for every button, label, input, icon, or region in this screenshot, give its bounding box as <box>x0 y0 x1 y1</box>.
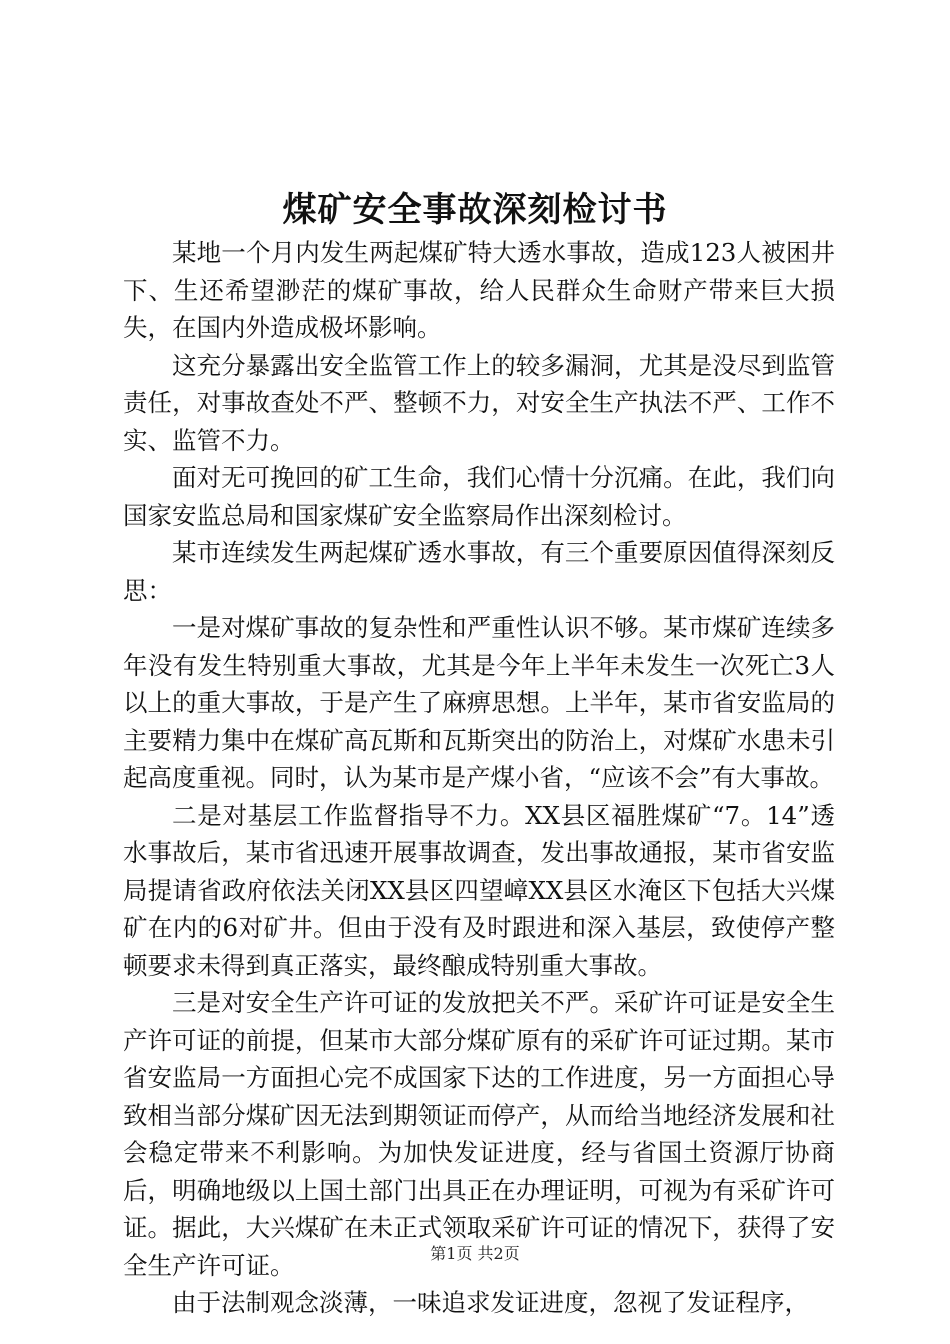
page-number-footer: 第1页 共2页 <box>430 1244 520 1263</box>
paragraph: 由于法制观念淡薄，一味追求发证进度，忽视了发证程序， <box>172 1288 809 1317</box>
paragraph: 二是对基层工作监督指导不力。XX县区福胜煤矿“7。14”透水事故后，某市省迅速开展事故调查，发出事故通报，某市省安监局提请省政府依法关闭XX县区四望嶂XX县区水淹区下包括大兴煤矿在内的6对矿井。但由于没有及时跟进和深入基层，致使停产整顿要求未得到真正落实，最终酿成特别重大事故。 <box>123 800 835 980</box>
paragraph: 某市连续发生两起煤矿透水事故，有三个重要原因值得深刻反思： <box>123 538 835 605</box>
paragraph: 三是对安全生产许可证的发放把关不严。采矿许可证是安全生产许可证的前提，但某市大部分煤矿原有的采矿许可证过期。某市省安监局一方面担心完不成国家下达的工作进度，另一方面担心导致相当部分煤矿因无法到期领证而停产，从而给当地经济发展和社会稳定带来不利影响。为加快发证进度，经与省国土资源厅协商后，明确地级以上国土部门出具正在办理证明，可视为有采矿许可证。据此，大兴煤矿在未正式领取采矿许可证的情况下，获得了安全生产许可证。 <box>123 988 835 1280</box>
document-title: 煤矿安全事故深刻检讨书 <box>282 190 668 230</box>
paragraph: 一是对煤矿事故的复杂性和严重性认识不够。某市煤矿连续多年没有发生特别重大事故，尤其是今年上半年未发生一次死亡3人以上的重大事故，于是产生了麻痹思想。上半年，某市省安监局的主要精力集中在煤矿高瓦斯和瓦斯突出的防治上，对煤矿水患未引起高度重视。同时，认为某市是产煤小省，“应该不会”有大事故。 <box>123 613 835 792</box>
document-body <box>123 234 835 1322</box>
paragraph: 面对无可挽回的矿工生命，我们心情十分沉痛。在此，我们向国家安监总局和国家煤矿安全监察局作出深刻检讨。 <box>123 463 835 530</box>
paragraph: 某地一个月内发生两起煤矿特大透水事故，造成123人被困井下、生还希望渺茫的煤矿事故，给人民群众生命财产带来巨大损失，在国内外造成极坏影响。 <box>123 238 835 342</box>
paragraph: 这充分暴露出安全监管工作上的较多漏洞，尤其是没尽到监管责任，对事故查处不严、整顿不力，对安全生产执法不严、工作不实、监管不力。 <box>123 350 835 455</box>
